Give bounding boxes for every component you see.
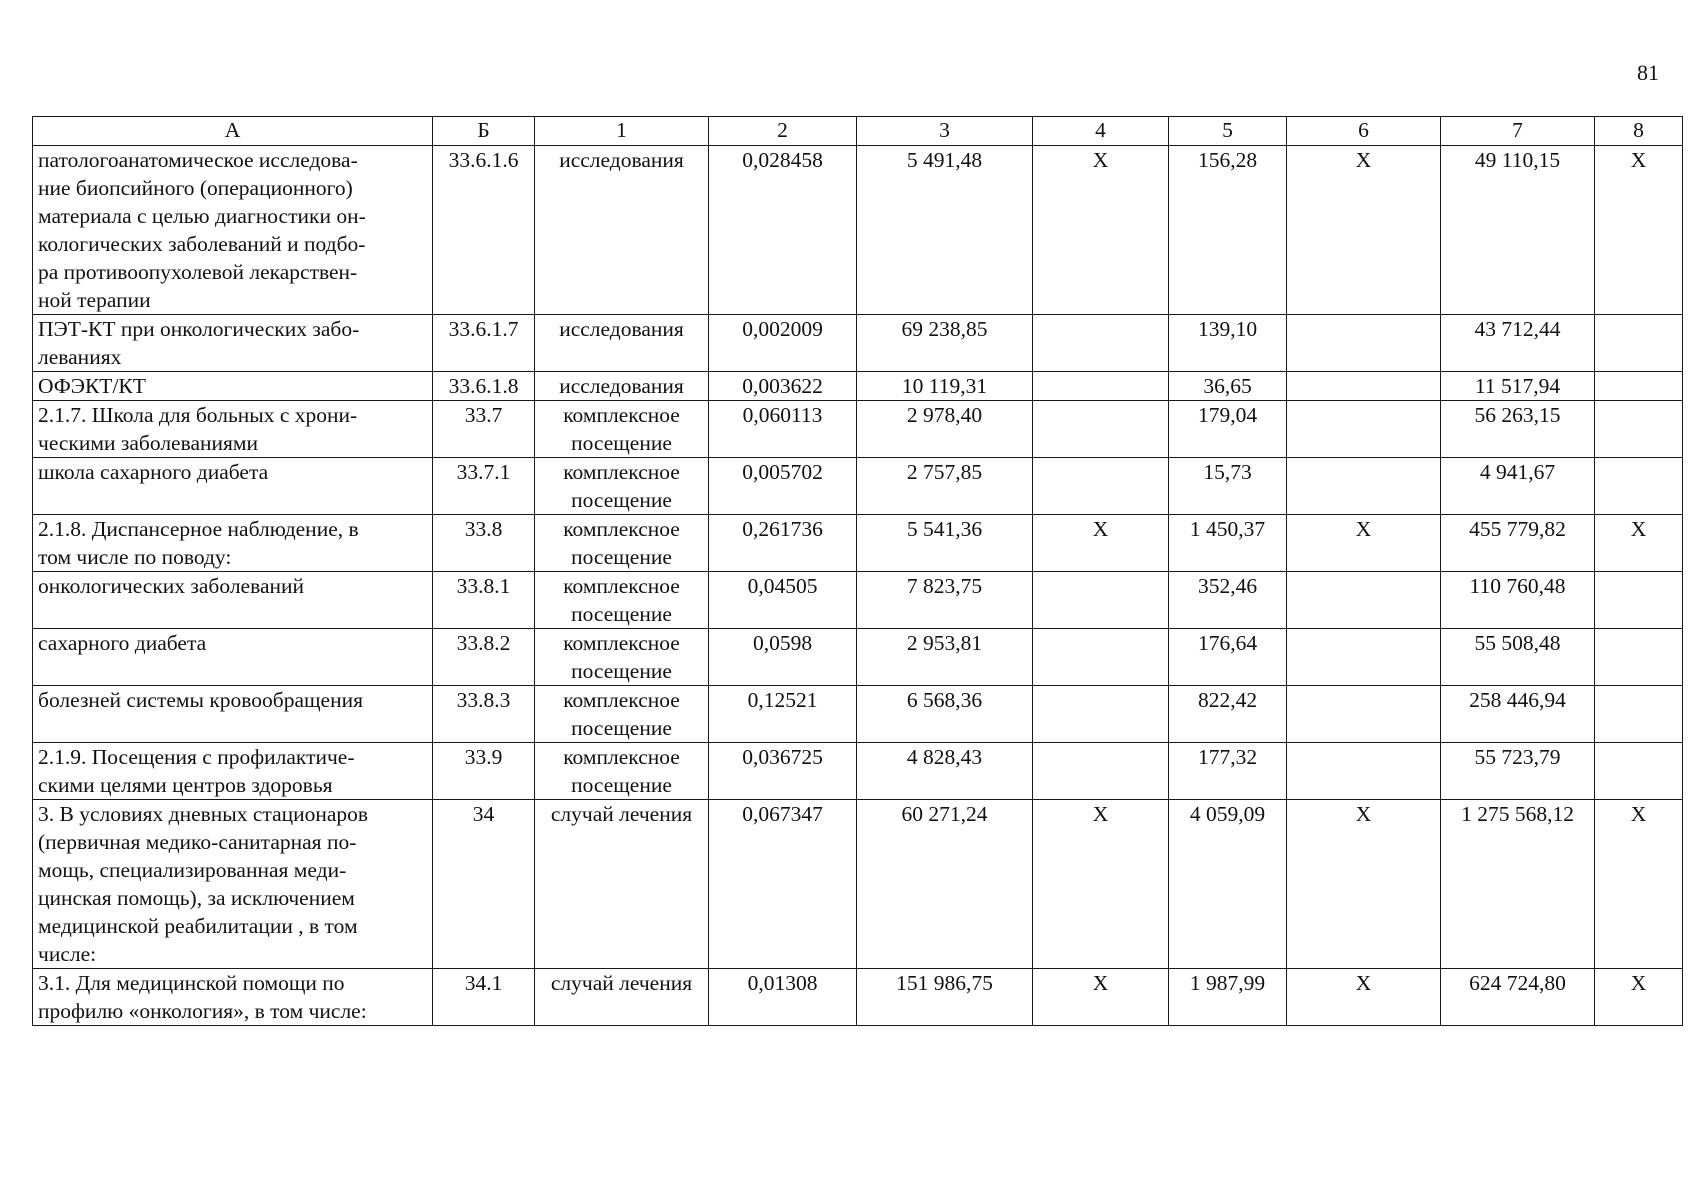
cell-col-8	[1595, 629, 1683, 686]
cell-code	[433, 401, 535, 458]
cell-col-3-text: 151 986,75	[896, 971, 993, 995]
cell-code	[433, 629, 535, 686]
header-cell-8: 8	[1595, 117, 1683, 146]
cell-col-7-text: 455 779,82	[1469, 517, 1566, 541]
cell-unit-text: комплексное посещение	[563, 574, 680, 626]
cell-col-6	[1287, 629, 1441, 686]
page-number: 81	[1637, 60, 1659, 85]
table-row	[33, 800, 1683, 969]
cell-code-text: 33.8.1	[456, 574, 511, 598]
cell-code-text: 33.9	[464, 745, 503, 769]
cell-col-5-text: 822,42	[1197, 688, 1258, 712]
cell-col-5-text: 1 450,37	[1189, 517, 1266, 541]
cell-name	[33, 743, 433, 800]
cell-col-2	[709, 146, 857, 315]
cell-col-5	[1169, 401, 1287, 458]
cell-code-text: 34.1	[464, 971, 503, 995]
cell-col-8-text: Х	[1630, 148, 1647, 172]
cell-unit	[535, 686, 709, 743]
cell-col-6	[1287, 800, 1441, 969]
cell-col-4	[1033, 629, 1169, 686]
table-row	[33, 629, 1683, 686]
cell-col-2	[709, 458, 857, 515]
header-cell-4: 4	[1033, 117, 1169, 146]
header-cell-6: 6	[1287, 117, 1441, 146]
cell-col-2-text: 0,002009	[742, 317, 823, 341]
cell-code	[433, 800, 535, 969]
cell-col-8-text: Х	[1630, 517, 1647, 541]
cell-col-2	[709, 629, 857, 686]
cell-col-4	[1033, 146, 1169, 315]
table-row	[33, 458, 1683, 515]
cell-col-7-text: 1 275 568,12	[1461, 802, 1574, 826]
cell-col-4	[1033, 800, 1169, 969]
cell-col-7	[1441, 572, 1595, 629]
cell-col-3	[857, 515, 1033, 572]
cell-unit-text: случай лечения	[550, 802, 693, 826]
cell-col-7	[1441, 515, 1595, 572]
cell-col-5-text: 139,10	[1197, 317, 1258, 341]
cell-unit-text: исследования	[559, 374, 684, 398]
cell-name	[33, 800, 433, 969]
cell-col-5-text: 4 059,09	[1189, 802, 1266, 826]
cell-name	[33, 401, 433, 458]
cell-code-text: 33.7.1	[456, 460, 511, 484]
table-header	[33, 117, 1683, 146]
cell-col-5	[1169, 629, 1287, 686]
cell-name-text: болезней системы кровообращения	[38, 688, 363, 712]
cell-col-2-text: 0,028458	[742, 148, 823, 172]
cell-code	[433, 969, 535, 1026]
cell-col-3-text: 2 757,85	[906, 460, 983, 484]
header-cell-2: 2	[709, 117, 857, 146]
cell-col-8	[1595, 315, 1683, 372]
cell-col-8-text: Х	[1630, 802, 1647, 826]
cell-code-text: 33.6.1.8	[448, 374, 519, 398]
cell-col-8	[1595, 743, 1683, 800]
cell-col-4-text: Х	[1092, 971, 1109, 995]
cell-name	[33, 572, 433, 629]
cell-name	[33, 458, 433, 515]
cell-name-text: школа сахарного диабета	[38, 460, 269, 484]
cell-col-8	[1595, 458, 1683, 515]
cell-col-3	[857, 572, 1033, 629]
cell-col-7-text: 55 508,48	[1474, 631, 1561, 655]
cell-col-5	[1169, 515, 1287, 572]
table-row	[33, 743, 1683, 800]
cell-code	[433, 515, 535, 572]
table-row	[33, 372, 1683, 401]
cell-col-7	[1441, 372, 1595, 401]
cell-col-6-text: Х	[1355, 517, 1372, 541]
cell-col-4-text: Х	[1092, 148, 1109, 172]
cell-col-6	[1287, 146, 1441, 315]
cell-col-3	[857, 800, 1033, 969]
cell-col-3-text: 7 823,75	[906, 574, 983, 598]
cell-unit	[535, 515, 709, 572]
cell-col-4	[1033, 686, 1169, 743]
cell-unit	[535, 458, 709, 515]
cell-unit	[535, 800, 709, 969]
cell-col-7	[1441, 629, 1595, 686]
cell-name-text: 2.1.8. Диспансерное наблюдение, в том числе по поводу:	[38, 517, 359, 569]
cell-unit-text: комплексное посещение	[563, 631, 680, 683]
cell-col-3	[857, 743, 1033, 800]
cell-col-3	[857, 969, 1033, 1026]
cell-col-7-text: 4 941,67	[1479, 460, 1556, 484]
cell-col-3-text: 5 491,48	[906, 148, 983, 172]
cell-code-text: 34	[472, 802, 495, 826]
cell-col-4	[1033, 372, 1169, 401]
table-row	[33, 315, 1683, 372]
cell-col-2-text: 0,01308	[747, 971, 818, 995]
cell-col-3-text: 4 828,43	[906, 745, 983, 769]
cell-col-6-text: Х	[1355, 971, 1372, 995]
cell-col-4	[1033, 401, 1169, 458]
cell-code	[433, 146, 535, 315]
cell-col-3	[857, 372, 1033, 401]
cell-unit-text: комплексное посещение	[563, 745, 680, 797]
cell-unit	[535, 315, 709, 372]
table-row	[33, 969, 1683, 1026]
cell-col-7	[1441, 686, 1595, 743]
cell-col-6	[1287, 969, 1441, 1026]
cell-col-5	[1169, 315, 1287, 372]
cell-col-2	[709, 572, 857, 629]
cell-col-2-text: 0,0598	[752, 631, 813, 655]
cell-col-3	[857, 458, 1033, 515]
header-cell-3: 3	[857, 117, 1033, 146]
cell-col-3	[857, 401, 1033, 458]
cell-col-7-text: 11 517,94	[1474, 374, 1561, 398]
cell-col-4-text: Х	[1092, 802, 1109, 826]
cell-col-8	[1595, 686, 1683, 743]
cell-col-4	[1033, 572, 1169, 629]
cell-code	[433, 372, 535, 401]
cell-col-2-text: 0,04505	[747, 574, 818, 598]
header-row	[33, 117, 1683, 146]
cell-col-5	[1169, 572, 1287, 629]
cell-col-5	[1169, 458, 1287, 515]
cell-col-3	[857, 686, 1033, 743]
cell-col-3-text: 2 953,81	[906, 631, 983, 655]
cell-col-4-text: Х	[1092, 517, 1109, 541]
cell-col-8	[1595, 372, 1683, 401]
cell-name-text: 3.1. Для медицинской помощи по профилю «онкология», в том числе:	[38, 971, 367, 1023]
cell-col-7	[1441, 969, 1595, 1026]
cell-col-3-text: 10 119,31	[901, 374, 988, 398]
cell-col-4	[1033, 969, 1169, 1026]
header-cell-7: 7	[1441, 117, 1595, 146]
table-row	[33, 686, 1683, 743]
cell-name-text: 2.1.7. Школа для больных с хрони- ческими заболеваниями	[38, 403, 358, 455]
cell-col-2	[709, 743, 857, 800]
cell-unit	[535, 629, 709, 686]
cell-unit	[535, 743, 709, 800]
cell-code-text: 33.6.1.7	[448, 317, 519, 341]
cell-code	[433, 686, 535, 743]
cell-unit-text: исследования	[559, 148, 684, 172]
cell-col-7	[1441, 800, 1595, 969]
cell-col-8	[1595, 515, 1683, 572]
cell-col-6	[1287, 458, 1441, 515]
cell-name	[33, 515, 433, 572]
cell-code-text: 33.8.2	[456, 631, 511, 655]
cell-col-6	[1287, 515, 1441, 572]
cell-col-5-text: 156,28	[1197, 148, 1258, 172]
cell-col-2	[709, 372, 857, 401]
header-cell-b: Б	[433, 117, 535, 146]
cell-col-5-text: 177,32	[1197, 745, 1258, 769]
cell-col-8	[1595, 969, 1683, 1026]
cell-col-7-text: 49 110,15	[1474, 148, 1561, 172]
cell-col-2-text: 0,067347	[742, 802, 823, 826]
cell-name-text: 3. В условиях дневных стационаров (первичная медико-санитарная по- мощь, специализированная меди- цинская помощь), за исключением медицинской реабилитации , в том числе:	[38, 802, 369, 966]
cell-col-2	[709, 686, 857, 743]
cell-col-8	[1595, 572, 1683, 629]
cell-col-7	[1441, 315, 1595, 372]
cell-col-2	[709, 401, 857, 458]
cell-col-5-text: 352,46	[1197, 574, 1258, 598]
cell-code-text: 33.7	[464, 403, 503, 427]
cell-name-text: ПЭТ-КТ при онкологических забо- леваниях	[38, 317, 360, 369]
cell-col-3	[857, 629, 1033, 686]
cell-col-5-text: 1 987,99	[1189, 971, 1266, 995]
cell-col-5	[1169, 743, 1287, 800]
cell-col-8	[1595, 800, 1683, 969]
cell-unit-text: случай лечения	[550, 971, 693, 995]
cell-code	[433, 572, 535, 629]
cell-col-3-text: 69 238,85	[901, 317, 988, 341]
table-row	[33, 515, 1683, 572]
cell-unit-text: комплексное посещение	[563, 460, 680, 512]
cell-name	[33, 686, 433, 743]
cell-col-7-text: 624 724,80	[1469, 971, 1566, 995]
cell-name-text: патологоанатомическое исследова- ние биопсийного (операционного) материала с целью диагностики он- кологических заболеваний и подбо- ра противоопухолевой лекарствен- ной терапии	[38, 148, 366, 312]
cell-col-2-text: 0,036725	[742, 745, 823, 769]
cell-unit-text: комплексное посещение	[563, 688, 680, 740]
cell-name-text: ОФЭКТ/КТ	[38, 374, 146, 398]
cell-col-6-text: Х	[1355, 148, 1372, 172]
cell-col-3-text: 6 568,36	[906, 688, 983, 712]
cell-col-7-text: 55 723,79	[1474, 745, 1561, 769]
cell-name-text: сахарного диабета	[38, 631, 207, 655]
cell-col-3	[857, 146, 1033, 315]
cell-col-3-text: 5 541,36	[906, 517, 983, 541]
cell-col-5-text: 176,64	[1197, 631, 1258, 655]
cell-col-5	[1169, 969, 1287, 1026]
cell-col-7-text: 56 263,15	[1474, 403, 1561, 427]
table-row	[33, 401, 1683, 458]
cell-unit-text: комплексное посещение	[563, 403, 680, 455]
cell-col-6	[1287, 686, 1441, 743]
cell-unit-text: комплексное посещение	[563, 517, 680, 569]
table-row	[33, 572, 1683, 629]
cell-unit	[535, 969, 709, 1026]
cell-col-2-text: 0,005702	[742, 460, 823, 484]
cell-code-text: 33.8.3	[456, 688, 511, 712]
cell-col-7	[1441, 146, 1595, 315]
cell-col-3-text: 60 271,24	[901, 802, 988, 826]
cell-col-8-text: Х	[1630, 971, 1647, 995]
cell-name	[33, 629, 433, 686]
cell-col-2-text: 0,12521	[747, 688, 818, 712]
cell-unit	[535, 572, 709, 629]
cell-col-7	[1441, 458, 1595, 515]
cell-unit	[535, 401, 709, 458]
cell-col-5	[1169, 372, 1287, 401]
cell-name-text: 2.1.9. Посещения с профилактиче- скими целями центров здоровья	[38, 745, 355, 797]
cell-col-2-text: 0,003622	[742, 374, 823, 398]
cell-col-6-text: Х	[1355, 802, 1372, 826]
cell-name	[33, 969, 433, 1026]
cell-unit-text: исследования	[559, 317, 684, 341]
cell-col-7	[1441, 743, 1595, 800]
cell-col-6	[1287, 401, 1441, 458]
header-cell-1: 1	[535, 117, 709, 146]
cell-col-3	[857, 315, 1033, 372]
cell-col-6	[1287, 372, 1441, 401]
cell-unit	[535, 146, 709, 315]
cell-col-7-text: 258 446,94	[1469, 688, 1566, 712]
cell-col-2-text: 0,261736	[742, 517, 823, 541]
cell-col-4	[1033, 743, 1169, 800]
cell-unit	[535, 372, 709, 401]
cell-col-7-text: 43 712,44	[1474, 317, 1561, 341]
cell-code	[433, 315, 535, 372]
cell-col-2	[709, 315, 857, 372]
cell-col-3-text: 2 978,40	[906, 403, 983, 427]
cell-name	[33, 372, 433, 401]
cell-col-4	[1033, 315, 1169, 372]
cell-name-text: онкологических заболеваний	[38, 574, 305, 598]
cell-col-6	[1287, 572, 1441, 629]
table-body	[33, 146, 1683, 1026]
cell-name	[33, 146, 433, 315]
cell-col-4	[1033, 458, 1169, 515]
cell-col-8	[1595, 146, 1683, 315]
cell-col-5	[1169, 800, 1287, 969]
cell-col-7	[1441, 401, 1595, 458]
cell-col-2	[709, 969, 857, 1026]
table-row	[33, 146, 1683, 315]
cell-col-5-text: 179,04	[1197, 403, 1258, 427]
cell-col-2	[709, 515, 857, 572]
header-cell-a: А	[33, 117, 433, 146]
cell-col-5-text: 15,73	[1203, 460, 1252, 484]
data-table	[32, 116, 1683, 1026]
cell-col-2-text: 0,060113	[742, 403, 823, 427]
cell-col-5	[1169, 146, 1287, 315]
cell-col-7-text: 110 760,48	[1469, 574, 1566, 598]
cell-col-2	[709, 800, 857, 969]
cell-col-4	[1033, 515, 1169, 572]
cell-code	[433, 458, 535, 515]
cell-name	[33, 315, 433, 372]
cell-col-5	[1169, 686, 1287, 743]
cell-code-text: 33.6.1.6	[448, 148, 519, 172]
cell-col-8	[1595, 401, 1683, 458]
header-cell-5: 5	[1169, 117, 1287, 146]
cell-col-5-text: 36,65	[1203, 374, 1252, 398]
cell-code	[433, 743, 535, 800]
cell-code-text: 33.8	[464, 517, 503, 541]
cell-col-6	[1287, 743, 1441, 800]
cell-col-6	[1287, 315, 1441, 372]
